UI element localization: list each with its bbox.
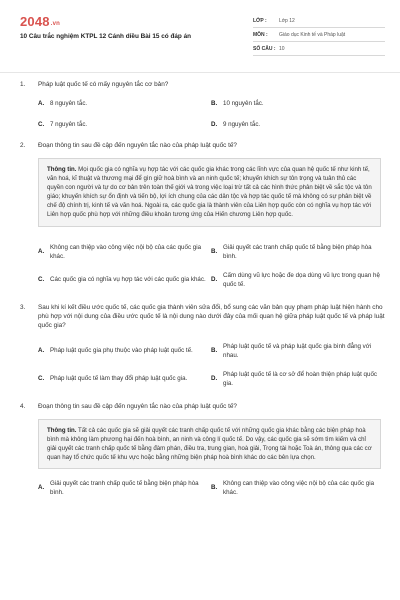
option-letter: C. <box>38 375 45 383</box>
question-text: Đoạn thông tin sau đề cập đến nguyên tắc nào của pháp luật quốc tế? <box>38 402 237 410</box>
option-letter: C. <box>38 276 45 284</box>
option-c[interactable] <box>38 271 210 289</box>
option-c[interactable] <box>38 120 210 129</box>
option-letter: A. <box>38 484 45 492</box>
option-text: 9 nguyên tắc. <box>223 121 261 128</box>
option-text: 8 nguyên tắc. <box>50 100 88 107</box>
option-letter: B. <box>211 248 218 256</box>
option-d[interactable] <box>211 120 383 129</box>
option-a[interactable] <box>38 479 210 497</box>
option-b[interactable] <box>211 342 383 360</box>
info-box <box>38 158 381 227</box>
question-stem <box>20 303 390 330</box>
meta-table <box>253 14 385 56</box>
option-text: Pháp luật quốc tế làm thay đổi pháp luật quốc gia. <box>50 375 188 383</box>
question-number: 2. <box>20 142 26 149</box>
question-stem <box>20 402 390 411</box>
meta-key: MÔN : <box>253 31 268 38</box>
option-b[interactable] <box>211 243 383 261</box>
meta-key: SỐ CÂU : <box>253 45 276 52</box>
option-letter: D. <box>211 121 218 128</box>
meta-row-class <box>253 14 385 28</box>
option-b[interactable] <box>211 99 383 108</box>
option-letter: A. <box>38 248 45 256</box>
answer-options <box>38 243 383 289</box>
meta-value: 10 <box>279 45 285 52</box>
option-letter: C. <box>38 121 45 128</box>
info-text: Mọi quốc gia có nghĩa vụ hợp tác với các quốc gia khác trong các lĩnh vực của quan hệ quốc tế như kinh tế, văn hoá, kĩ thuật và thương mại để gìn giữ hoà bình và an ninh quốc tế; khuyến khích sự tôn trọng và tuân thủ các quyền con người và tự do cơ bản trên toàn thế giới và trong việc loại trừ tất cả các hình thức phân biệt về sắc tộc và tôn giáo; khuyến khích sự ổn định và tiến bộ, lợi ích chung của các dân tộc và hợp tác quốc tế mà không có sự phân biệt về chế độ chính trị, kinh tế và văn hoá. Ngoài ra, các quốc gia là thành viên của Liên hợp quốc còn có nghĩa vụ hợp tác với Liên hợp quốc phù hợp với những điều khoản tương ứng của Hiến chương Liên hợp quốc. <box>47 166 372 219</box>
question-text: Pháp luật quốc tế có mấy nguyên tắc cơ bản? <box>38 81 169 88</box>
page-header <box>0 0 400 72</box>
option-text: Pháp luật quốc tế và pháp luật quốc gia bình đẳng với nhau. <box>223 342 372 359</box>
meta-row-count <box>253 42 385 56</box>
option-letter: B. <box>211 347 218 355</box>
option-text: 7 nguyên tắc. <box>50 121 88 128</box>
question-1 <box>20 80 390 129</box>
info-box <box>38 419 381 469</box>
logo-main: 2048 <box>20 14 50 29</box>
question-number: 3. <box>20 303 26 311</box>
question-number: 4. <box>20 402 26 410</box>
option-d[interactable] <box>211 271 383 289</box>
question-2 <box>20 141 390 289</box>
question-text: Đoạn thông tin sau đề cập đến nguyên tắc nào của pháp luật quốc tế? <box>38 142 237 149</box>
option-letter: D. <box>211 276 218 284</box>
question-text: Sau khi kí kết điều ước quốc tế, các quốc gia thành viên sửa đổi, bổ sung các văn bản quy phạm pháp luật hiện hành cho phù hợp với nội dung của điều ước quốc tế là nội dung nào dưới đây của mối quan hệ giữa pháp luật quốc tế và pháp luật quốc gia? <box>38 303 385 329</box>
option-b[interactable] <box>211 479 383 497</box>
question-number: 1. <box>20 81 26 88</box>
question-4 <box>20 402 390 497</box>
header-divider <box>0 72 400 73</box>
question-stem <box>20 141 390 150</box>
option-letter: B. <box>211 484 218 492</box>
option-letter: D. <box>211 375 218 383</box>
answer-options <box>38 342 383 388</box>
option-text: Giải quyết các tranh chấp quốc tế bằng biện pháp hòa bình. <box>223 243 372 260</box>
option-a[interactable] <box>38 342 210 360</box>
option-text: Các quốc gia có nghĩa vụ hợp tác với các quốc gia khác. <box>50 276 206 284</box>
question-stem <box>20 80 390 89</box>
meta-key: LỚP : <box>253 17 267 24</box>
info-label: Thông tin. <box>47 166 77 173</box>
option-text: Pháp luật quốc tế là cơ sở để hoàn thiện pháp luật quốc gia. <box>223 370 377 387</box>
document-title: 10 Câu trắc nghiệm KTPL 12 Cánh diều Bài 15 có đáp án <box>20 33 192 40</box>
option-a[interactable] <box>38 99 210 108</box>
question-3 <box>20 303 390 388</box>
answer-options <box>38 99 383 129</box>
option-text: Giải quyết các tranh chấp quốc tế bằng biện pháp hòa bình. <box>50 479 199 496</box>
option-letter: A. <box>38 347 45 355</box>
option-c[interactable] <box>38 370 210 388</box>
option-letter: B. <box>211 100 218 107</box>
option-d[interactable] <box>211 370 383 388</box>
meta-row-subject <box>253 28 385 42</box>
option-text: 10 nguyên tắc. <box>223 100 264 107</box>
question-list <box>0 80 400 497</box>
info-text: Tất cả các quốc gia sẽ giải quyết các tranh chấp quốc tế với những quốc gia khác bằng các biện pháp hoà bình mà không làm phương hại đến hoà bình, an ninh và công lí quốc tế. Do vậy, các quốc gia sẽ sớm tìm kiếm và chỉ giải quyết các tranh chấp quốc tế bằng đàm phán, điều tra, trung gian, hoà giải, Trọng tài hoặc Toà án, thông qua các cơ quan hay tổ chức quốc tế khu vực hoặc bằng những biện pháp hoà bình khác do các bên lựa chọn. <box>47 426 372 461</box>
info-label: Thông tin. <box>47 426 77 434</box>
option-a[interactable] <box>38 243 210 261</box>
answer-options <box>38 479 383 497</box>
meta-value: Giáo dục Kinh tế và Pháp luật <box>279 31 346 38</box>
meta-value: Lớp 12 <box>279 17 295 24</box>
option-letter: A. <box>38 100 45 107</box>
option-text: Cấm dùng vũ lực hoặc đe dọa dùng vũ lực trong quan hệ quốc tế. <box>223 271 380 288</box>
option-text: Pháp luật quốc gia phụ thuộc vào pháp luật quốc tế. <box>50 347 193 355</box>
option-text: Không can thiệp vào công việc nội bộ của các quốc gia khác. <box>50 243 202 260</box>
option-text: Không can thiệp vào công việc nội bộ của các quốc gia khác. <box>223 479 375 496</box>
logo-suffix: .vn <box>50 21 61 27</box>
site-logo[interactable] <box>20 14 60 29</box>
